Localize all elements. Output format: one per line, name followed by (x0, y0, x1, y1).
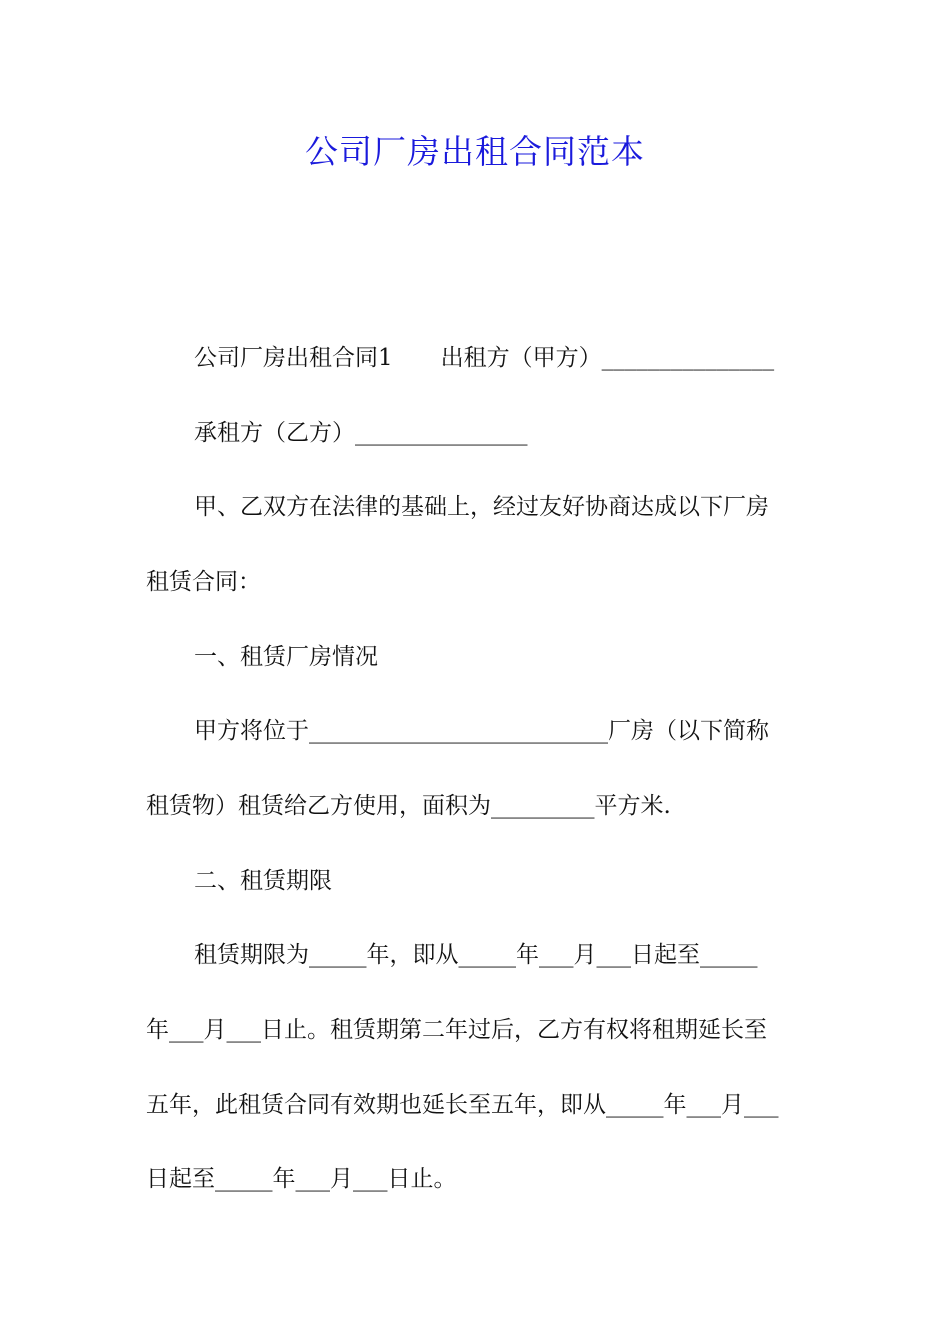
paragraph-term-line-1: 租赁期限为_____年，即从_____年___月___日起至_____ (194, 942, 758, 968)
section-heading-2: 二、租赁期限 (194, 868, 332, 894)
contract-number-label: 公司厂房出租合同1 (194, 345, 393, 371)
paragraph-term-line-4: 日起至_____年___月___日止。 (146, 1166, 457, 1192)
section-heading-1: 一、租赁厂房情况 (194, 644, 378, 670)
paragraph-intro-line-1: 甲、乙双方在法律的基础上，经过友好协商达成以下厂房 (194, 494, 769, 520)
paragraph-intro-line-2: 租赁合同： (146, 569, 261, 595)
paragraph-location-line-2: 租赁物）租赁给乙方使用，面积为_________平方米. (146, 793, 671, 819)
paragraph-term-line-2: 年___月___日止。租赁期第二年过后，乙方有权将租期延长至 (146, 1017, 767, 1043)
paragraph-term-line-3: 五年，此租赁合同有效期也延长至五年，即从_____年___月___ (146, 1092, 779, 1118)
document-title: 公司厂房出租合同范本 (305, 132, 645, 171)
contract-heading-line (194, 338, 874, 378)
lessor-line: 出租方（甲方）_______________ (440, 345, 775, 371)
lessee-line: 承租方（乙方）_______________ (194, 420, 528, 446)
paragraph-location-line-1: 甲方将位于__________________________厂房（以下简称 (194, 718, 769, 744)
